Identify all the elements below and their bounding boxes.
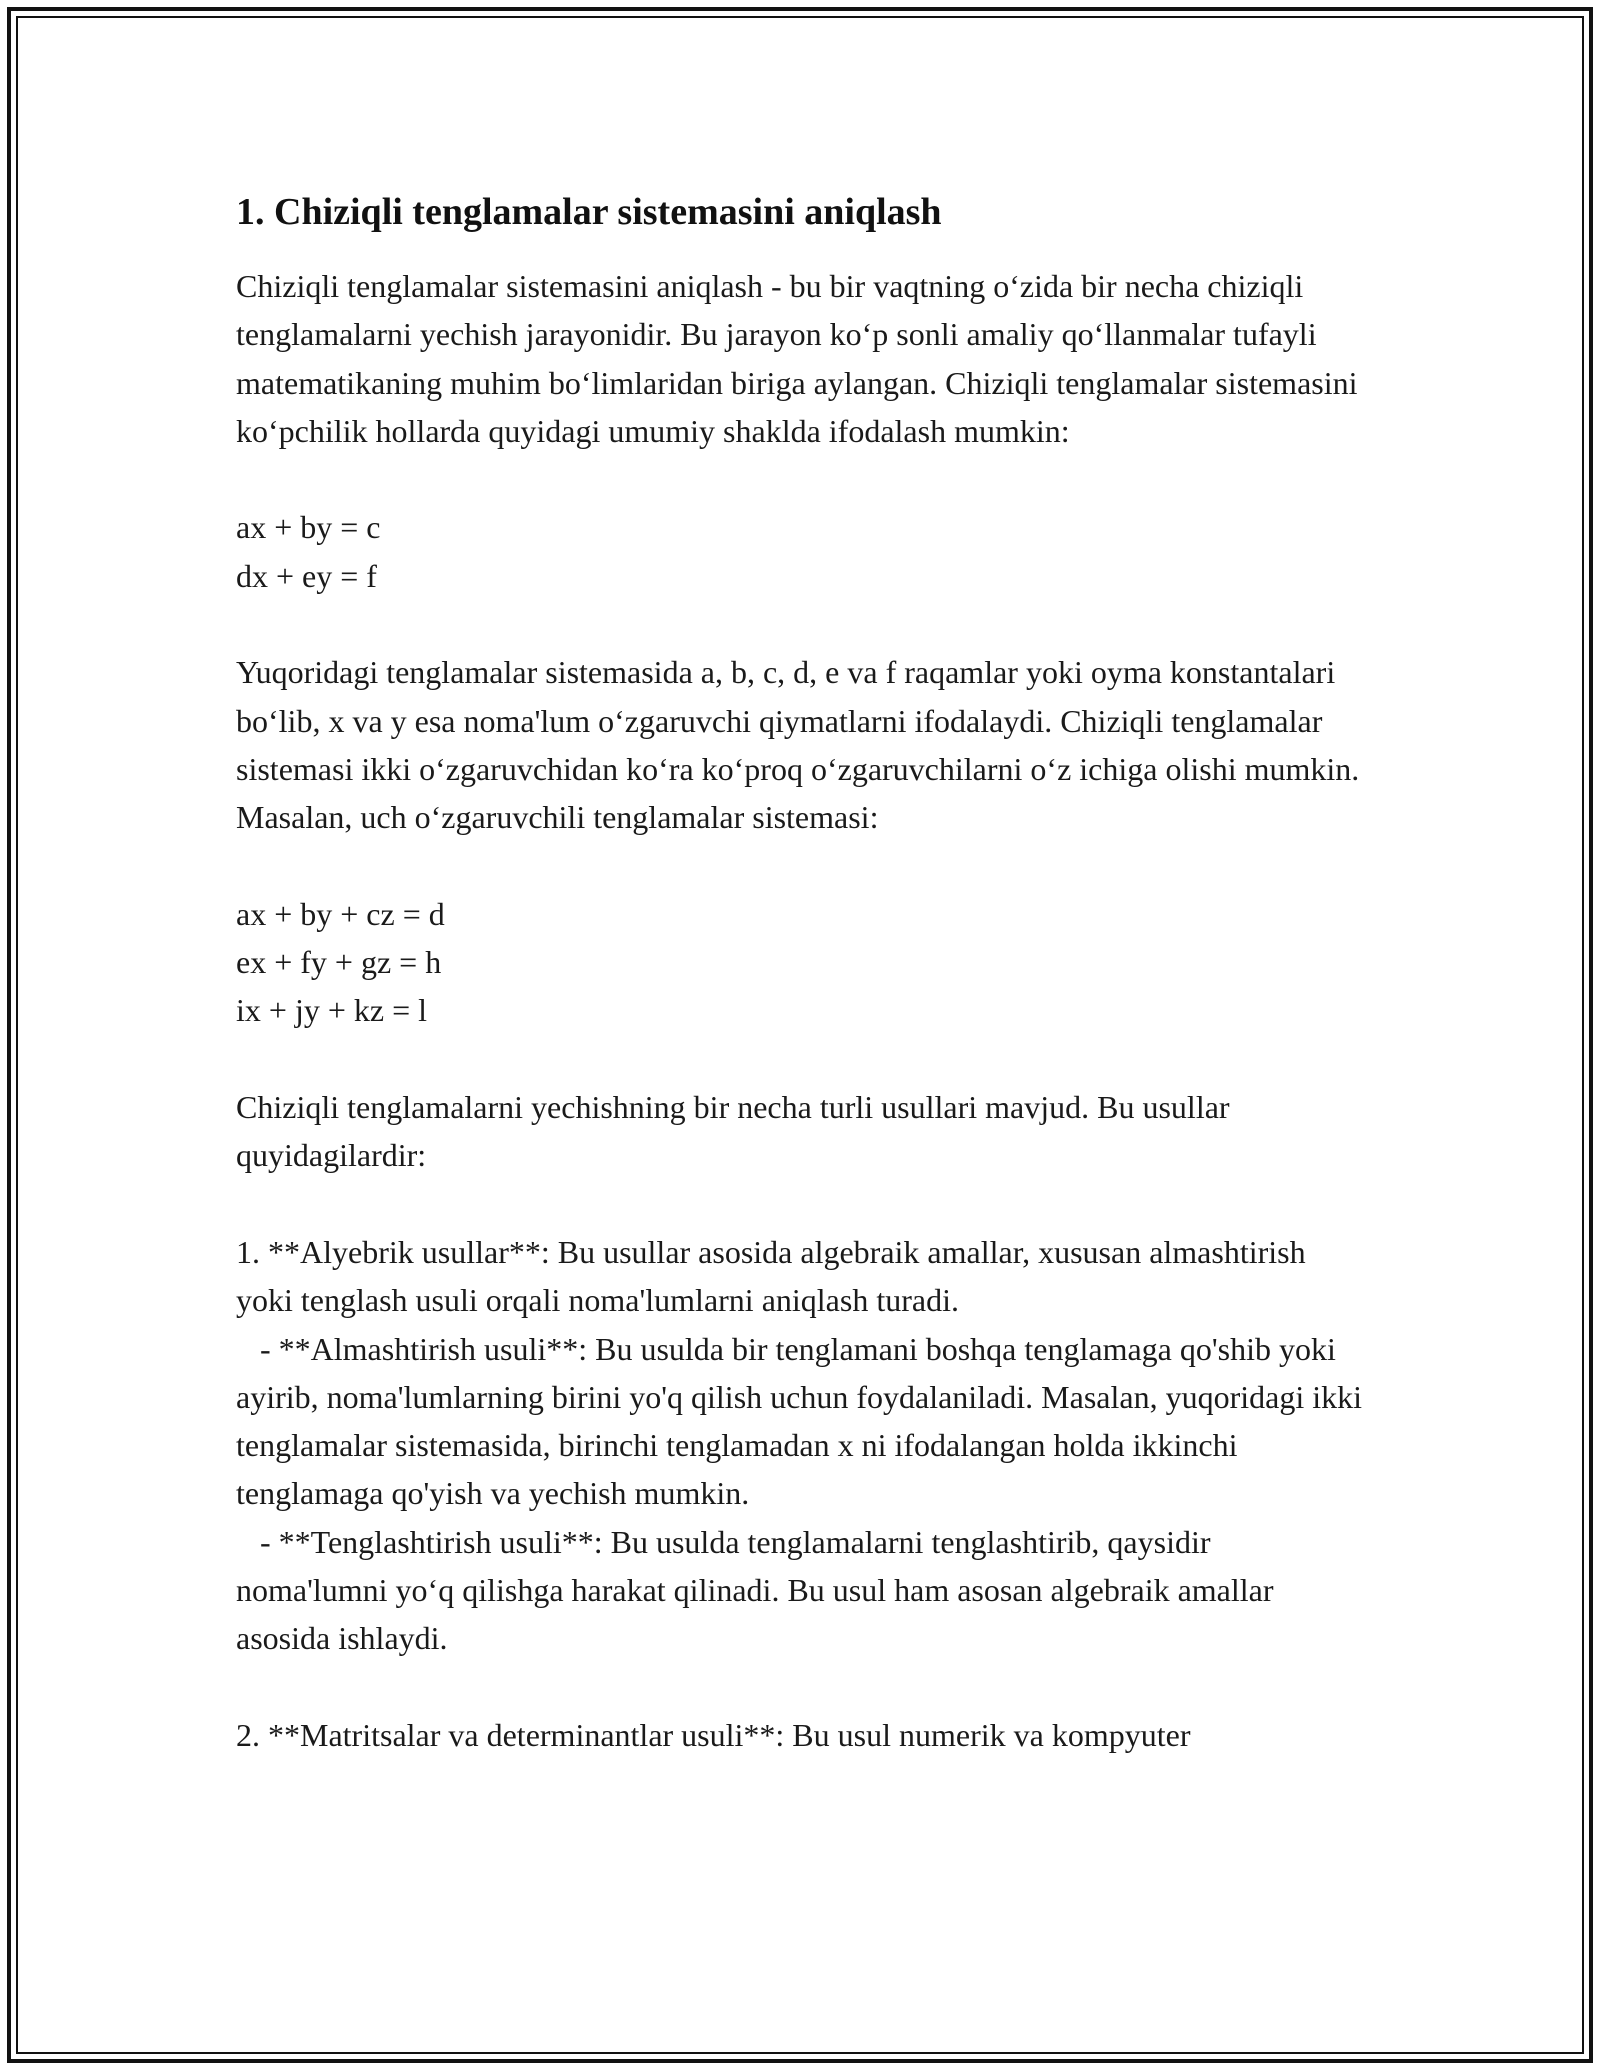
explanation-paragraph: Yuqoridagi tenglamalar sistemasida a, b, c, d, e va f raqamlar yoki oyma konstantalari bo‘lib, x va y esa noma'lum o‘zgaruvchi qiymatlarni ifodalaydi. Chiziqli tenglamalar sistemasi ikki o‘zgaruvchidan ko‘ra ko‘proq o‘zgaruvchilarni o‘z ichiga olishi mumkin. Masalan, uch o‘zgaruvchili tenglamalar sistemasi: (236, 654, 1368, 836)
methods-intro-paragraph: Chiziqli tenglamalarni yechishning bir necha turli usullari mavjud. Bu usullar quyidagilardir: (236, 1089, 1238, 1174)
method-item: 2. **Matritsalar va determinantlar usuli**: Bu usul numerik va kompyuter (236, 1716, 1191, 1753)
equation-line: dx + ey = f (236, 557, 377, 594)
document-body (236, 186, 1370, 1759)
method-subitem: - **Almashtirish usuli**: Bu usulda bir tenglamani boshqa tenglamaga qo'shib yoki ayirib, noma'lumlarning birini yo'q qilish uchun foydalaniladi. Masalan, yuqoridagi ikki tenglamalar sistemasida, birinchi tenglamadan x ni ifodalangan holda ikkinchi tenglamaga qo'yish va yechish mumkin. (236, 1330, 1370, 1512)
equation-line: ax + by + cz = d (236, 895, 445, 932)
equation-line: ix + jy + kz = l (236, 992, 428, 1029)
method-subitem: - **Tenglashtirish usuli**: Bu usulda tenglamalarni tenglashtirib, qaysidir noma'lumni yo‘q qilishga harakat qilinadi. Bu usul ham asosan algebraik amallar asosida ishlaydi. (236, 1523, 1282, 1657)
method-item: 1. **Alyebrik usullar**: Bu usullar asosida algebraik amallar, xususan almashtirish yoki tenglash usuli orqali noma'lumlarni aniqlash turadi. (236, 1233, 1314, 1319)
equation-line: ax + by = c (236, 509, 381, 546)
intro-paragraph: Chiziqli tenglamalar sistemasini aniqlash - bu bir vaqtning o‘zida bir necha chiziqli tenglamalarni yechish jarayonidir. Bu jarayon ko‘p sonli amaliy qo‘llanmalar tufayli matematikaning muhim bo‘limlaridan biriga aylangan. Chiziqli tenglamalar sistemasini ko‘pchilik hollarda quyidagi umumiy shaklda ifodalash mumkin: (236, 268, 1366, 449)
equation-line: ex + fy + gz = h (236, 944, 442, 981)
spacer (236, 455, 1366, 503)
spacer (236, 1035, 1366, 1083)
section-heading: 1. Chiziqli tenglamalar sistemasini aniqlash (236, 191, 942, 233)
spacer (236, 600, 1366, 648)
spacer (236, 1180, 1366, 1228)
spacer (236, 842, 1366, 890)
spacer (236, 1663, 1366, 1711)
